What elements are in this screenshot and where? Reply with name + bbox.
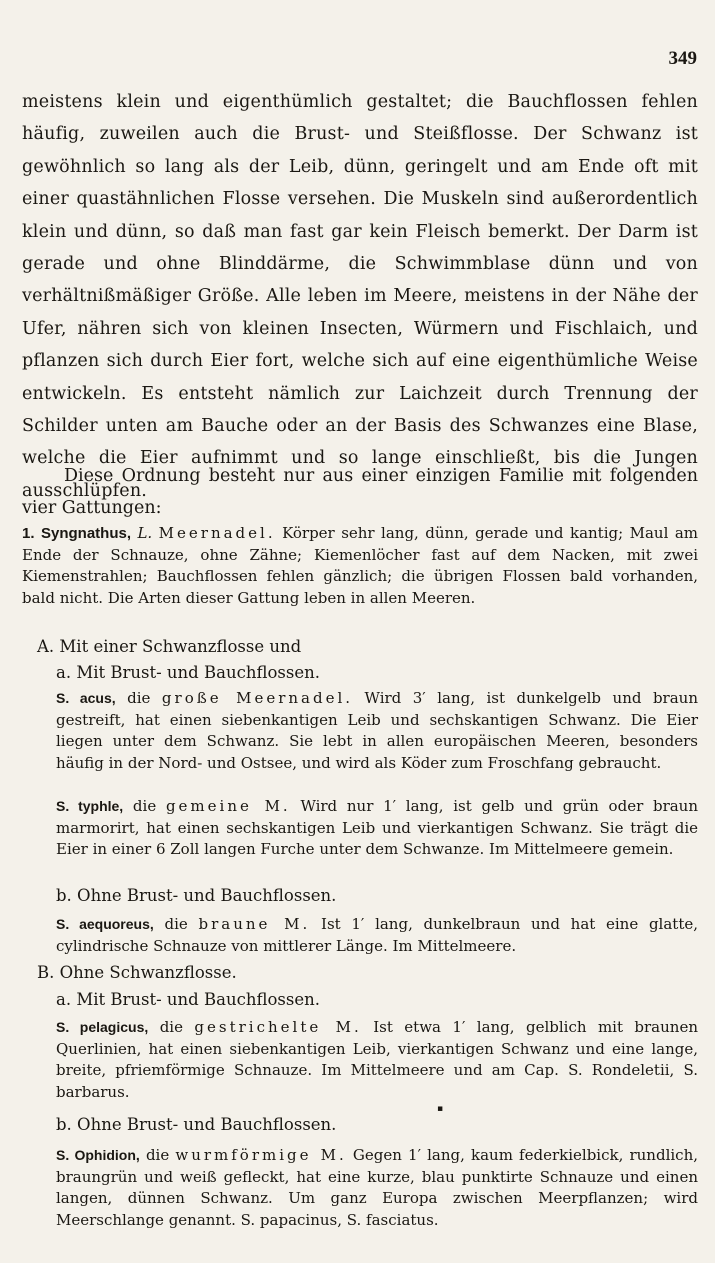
species-common: gestrichelte M. [194, 1018, 362, 1036]
heading-b2: b. Ohne Brust- und Bauchflossen. [56, 1115, 337, 1134]
species-entry [56, 914, 698, 957]
genus-author: L. [137, 524, 153, 542]
species-entry [56, 688, 698, 774]
species-text: Ist 1′ lang, dunkelbraun und hat eine glatte, cylindrische Schnauze von mittlerer Länge. Im Mittelmeere. [56, 915, 698, 955]
species-common: gemeine M. [165, 797, 291, 815]
species-abbr: S. pelagicus, [56, 1019, 149, 1035]
genus-description [22, 523, 698, 609]
species-text: Wird nur 1′ lang, ist gelb und grün oder braun marmorirt, hat einen sechskantigen Leib und vierkantigen Schwanz. Sie trägt die Eier in einer 6 Zoll langen Furche unter dem Schwanze. Im Mittelmeere gemein. [56, 797, 698, 858]
species-common: braune M. [198, 915, 311, 933]
species-abbr: S. Ophidion, [56, 1147, 140, 1163]
species-pre: die [145, 1146, 170, 1164]
print-speck: ▪ [437, 1104, 444, 1114]
species-entry [56, 796, 698, 861]
species-abbr: S. acus, [56, 690, 116, 706]
genus-common-name: Meernadel. [158, 524, 276, 542]
heading-a1: a. Mit Brust- und Bauchflossen. [56, 663, 320, 682]
page-number: 349 [668, 48, 697, 69]
species-entry [56, 1017, 698, 1103]
species-common: große Meernadel. [161, 689, 354, 707]
genus-number: 1. [22, 525, 35, 542]
heading-A: A. Mit einer Schwanzflosse und [37, 637, 302, 656]
species-text: Wird 3′ lang, ist dunkelgelb und braun gestreift, hat einen siebenkantigen Leib und sechskantigen Schwanz. Die Eier liegen unter dem Schwanz. Sie lebt in allen europäischen Meeren, besonders häufig in der Nord- und Ostsee, und wird als Köder zum Froschfang gebraucht. [56, 689, 698, 772]
intro-text: meistens klein und eigenthümlich gestaltet; die Bauchflossen fehlen häufig, zuweilen auch die Brust- und Steißflosse. Der Schwanz ist gewöhnlich so lang als der Leib, dünn, geringelt und am Ende oft mit einer quastähnlichen Flosse versehen. Die Muskeln sind außerordentlich klein und dünn, so daß man fast gar kein Fleisch bemerkt. Der Darm ist gerade und ohne Blinddärme, die Schwimmblase dünn und von verhältnißmäßiger Größe. Alle leben im Meere, meistens in der Nähe der Ufer, nähren sich von kleinen Insecten, Würmern und Fischlaich, und pflanzen sich durch Eier fort, welche sich auf eine eigenthümliche Weise entwickeln. Es entsteht nämlich zur Laichzeit durch Trennung der Schilder unten am Bauche oder an der Basis des Schwanzes eine Blase, welche die Eier aufnimmt und so lange einschließt, bis die Jungen ausschlüpfen. [22, 92, 698, 501]
species-pre: die [127, 689, 151, 707]
order-paragraph [22, 460, 698, 524]
heading-a2: a. Mit Brust- und Bauchflossen. [56, 990, 320, 1009]
species-abbr: S. typhle, [56, 798, 124, 814]
heading-B: B. Ohne Schwanzflosse. [37, 963, 237, 982]
species-pre: die [159, 1018, 183, 1036]
species-text: Gegen 1′ lang, kaum federkielbick, rundlich, braungrün und weiß gefleckt, hat eine kurze, blau punktirte Schnauze und einen langen, dünnen Schwanz. Um ganz Europa zwischen Meerpflanzen; wird Meerschlange genannt. S. papacinus, S. fasciatus. [56, 1146, 698, 1229]
species-entry [56, 1145, 698, 1231]
intro-paragraph [22, 86, 698, 507]
species-abbr: S. aequoreus, [56, 916, 154, 932]
species-pre: die [132, 797, 157, 815]
species-common: wurmförmige M. [175, 1146, 347, 1164]
heading-b1: b. Ohne Brust- und Bauchflossen. [56, 886, 337, 905]
genus-name: Syngnathus, [40, 525, 131, 542]
species-pre: die [164, 915, 188, 933]
genus-text: Körper sehr lang, dünn, gerade und kantig; Maul am Ende der Schnauze, ohne Zähne; Kiemenlöcher fast auf dem Nacken, mit zwei Kiemenstrahlen; Bauchflossen fehlen gänzlich; die übrigen Flossen bald vorhanden, bald nicht. Die Arten dieser Gattung leben in allen Meeren. [22, 524, 698, 607]
species-text: Ist etwa 1′ lang, gelblich mit braunen Querlinien, hat einen siebenkantigen Leib, vierkantigen Schwanz und eine lange, breite, pfriemförmige Schnauze. Im Mittelmeere und am Cap. S. Rondeletii, S. barbarus. [56, 1018, 698, 1101]
order-text: Diese Ordnung besteht nur aus einer einzigen Familie mit folgenden vier Gattungen: [22, 466, 698, 518]
